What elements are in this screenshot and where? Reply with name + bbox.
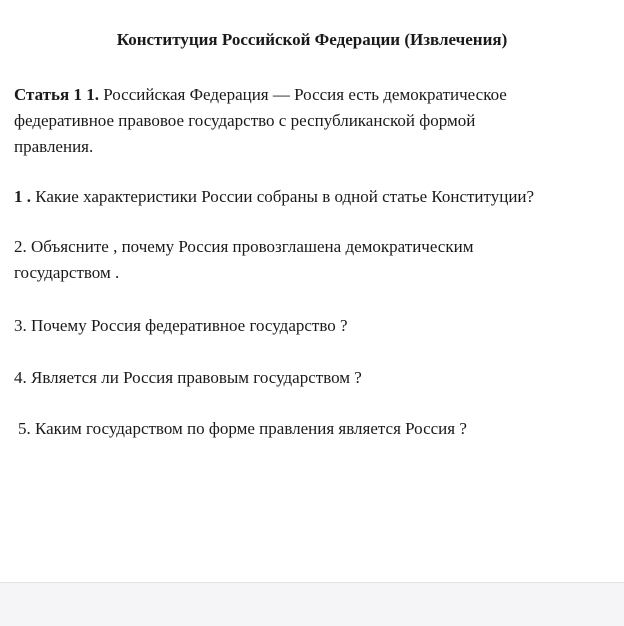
question-number: 5.: [18, 419, 31, 438]
question-5: [18, 416, 608, 442]
article-text-line3: правления.: [14, 137, 94, 156]
question-number: 3.: [14, 316, 27, 335]
question-1: [14, 184, 604, 210]
article-label: Статья 1 1.: [14, 85, 99, 104]
question-text-line2: государством .: [14, 263, 120, 282]
question-number: 1 .: [14, 187, 31, 206]
article-paragraph: [14, 82, 584, 160]
footer-band: [0, 582, 624, 626]
document-title: Конституция Российской Федерации (Извлечения): [116, 30, 508, 49]
question-text: Почему Россия федеративное государство ?: [26, 316, 348, 335]
article-text-line1: Российская Федерация — Россия есть демократическое: [98, 85, 507, 104]
question-2: [14, 234, 604, 286]
question-text: Какие характеристики России собраны в одной статье Конституции?: [31, 187, 535, 206]
question-text-line1: Объясните , почему Россия провозглашена демократическим: [26, 237, 474, 256]
question-text: Является ли Россия правовым государством ?: [26, 368, 362, 387]
question-number: 4.: [14, 368, 27, 387]
question-3: [14, 313, 604, 339]
question-text: Каким государством по форме правления является Россия ?: [30, 419, 467, 438]
question-4: [14, 365, 604, 391]
question-number: 2.: [14, 237, 27, 256]
article-text-line2: федеративное правовое государство с республиканской формой: [14, 111, 476, 130]
